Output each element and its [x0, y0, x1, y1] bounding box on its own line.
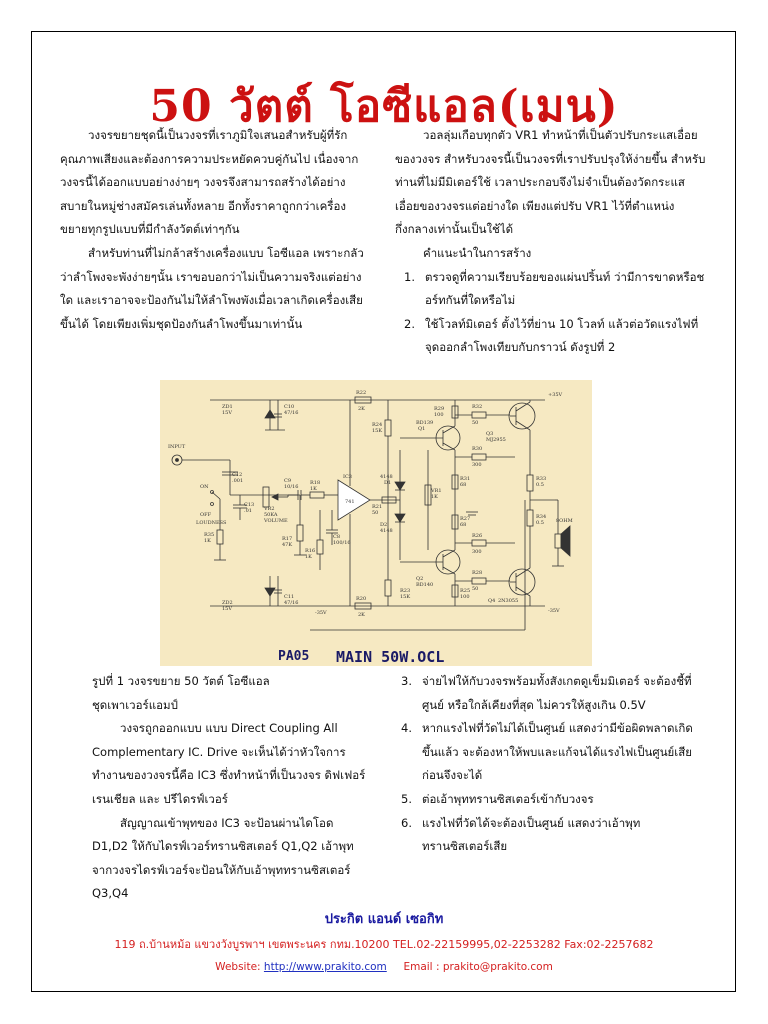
label-negative-supply-right: -35V — [548, 608, 560, 614]
label-r24-value: 15K — [372, 428, 383, 434]
label-r21-value: 50 — [372, 510, 379, 516]
list-item-number: 1 . — [395, 266, 415, 290]
label-q2: Q2 — [416, 576, 424, 582]
label-r23-value: 15K — [400, 594, 411, 600]
circuit-schematic — [160, 380, 592, 666]
label-c11-value: 47/16 — [284, 600, 299, 606]
list-item — [392, 717, 707, 788]
list-item — [392, 670, 707, 717]
list-item — [392, 788, 707, 812]
list-item-text: หากแรงไฟที่วัดไม่ได้เป็นศูนย์ แสดงว่ามีข้อผิดพลาดเกิดขึ้นแล้ว จะต้องหาให้พบและแก้จนได้แรงไฟเป็นศูนย์เสียก่อนจึงจะได้ — [422, 721, 693, 783]
board-name: MAIN 50W.OCL — [336, 648, 445, 666]
label-c8-value: 100/16 — [333, 540, 351, 546]
intro-paragraph-1: วงจรขยายชุดนี้เป็นวงจรที่เราภูมิใจเสนอสำหรับผู้ที่รักคุณภาพเสียงและต้องการความประหยัดควบคู่กันไป เนื่องจากวงจรนี้ได้ออกแบบอย่างง่ายๆ วงจรจึงสามารถสร้างได้อย่างสบายในหมู่ช่างสมัครเล่นทั้งหลาย อีกทั้งราคาถูกกว่าเครื่องขยายทุกรูปแบบที่มีกำลังวัตต์เท่าๆกัน — [60, 128, 359, 237]
label-r35: R35 — [204, 532, 215, 538]
label-zd2: ZD2 — [222, 600, 233, 606]
label-r27-value: 68 — [460, 522, 467, 528]
label-r26-value: 300 — [472, 549, 482, 555]
list-item-number: 5 . — [392, 788, 412, 812]
label-r21: R21 — [372, 504, 383, 510]
label-r22-value: 2K — [358, 406, 365, 412]
label-r31: R31 — [460, 476, 471, 482]
label-r16: R16 — [305, 548, 316, 554]
list-item-number: 3 . — [392, 670, 412, 694]
instructions-list-continued — [392, 670, 707, 859]
label-r18-value: 1K — [310, 486, 317, 492]
label-r32: R32 — [472, 404, 483, 410]
list-item — [395, 313, 707, 360]
label-r30: R30 — [472, 446, 483, 452]
instructions-heading: คำแนะนำในการสร้าง — [423, 245, 532, 260]
label-vr2-value: 50KA — [264, 512, 278, 518]
label-r32-value: 50 — [472, 420, 479, 426]
list-item-text: ต่อเอ้าพุททรานซิสเตอร์เข้ากับวงจร — [422, 791, 594, 806]
instructions-column — [395, 124, 707, 360]
label-off: OFF — [200, 512, 212, 518]
label-zd1-value: 15V — [222, 410, 232, 416]
label-r33-value: 0.5 — [536, 482, 544, 488]
description-paragraph-1: วงจรถูกออกแบบ แบบ Direct Coupling All Complementary IC. Drive จะเห็นได้ว่าหัวใจการทำงานของวงจรนี้คือ IC3 ซึ่งทำหน้าที่เป็นวงจร ดิฟเฟอร์เรนเชียล และ ปรีไดรฟ์เวอร์ — [92, 721, 366, 806]
label-on: ON — [200, 484, 209, 490]
figure-subcaption: ชุดเพาเวอร์แอมป์ — [92, 697, 178, 712]
label-r29: R29 — [434, 406, 445, 412]
label-input: INPUT — [168, 444, 186, 450]
label-vr1: VR1 — [431, 488, 442, 494]
label-q2-type: BD140 — [416, 582, 434, 588]
page-title: 50 วัตต์ โอซีแอล(เมน) — [149, 81, 619, 132]
footer-contact — [0, 961, 768, 973]
label-c9-value: 10/16 — [284, 484, 299, 490]
label-r20-value: 2K — [358, 612, 365, 618]
list-item — [395, 266, 707, 313]
label-positive-supply: +35V — [548, 392, 563, 398]
label-r24: R24 — [372, 422, 383, 428]
label-r23: R23 — [400, 588, 411, 594]
intro-column — [60, 124, 366, 336]
website-label: Website: — [215, 961, 261, 973]
label-r16-value: 1K — [305, 554, 312, 560]
label-r28: R28 — [472, 570, 483, 576]
description-paragraph-2: สัญญาณเข้าพุทของ IC3 จะป้อนผ่านไดโอด D1,D2 ให้กับไดรฟ์เวอร์ทรานซิสเตอร์ Q1,Q2 เอ้าพุทจากวงจรไดรฟ์เวอร์จะป้อนให้กับเอ้าพุททรานซิสเตอร์ Q3,Q4 — [92, 815, 354, 901]
label-c10-value: 47/16 — [284, 410, 299, 416]
list-item-number: 6 . — [392, 812, 412, 836]
list-item-number: 2 . — [395, 313, 415, 337]
label-loudness: LOUDNESS — [196, 520, 227, 526]
label-r35-value: 1K — [204, 538, 211, 544]
label-c8: C8 — [333, 534, 341, 540]
label-d2-type: 4148 — [380, 528, 393, 534]
label-r25: R25 — [460, 588, 471, 594]
label-q3-type: MJ2955 — [486, 437, 506, 443]
label-c11: C11 — [284, 594, 295, 600]
label-r17-value: 47K — [282, 542, 293, 548]
list-item-text: ใช้โวลท์มิเตอร์ ตั้งไว้ที่ย่าน 10 โวลท์ แล้วต่อวัดแรงไฟที่จุดออกลำโพงเทียบกับกราวน์ ดังรูปที่ 2 — [425, 316, 699, 355]
label-q4-type: 2N3055 — [498, 598, 519, 604]
label-d1-type: 4148 — [380, 474, 393, 480]
label-r33: R33 — [536, 476, 547, 482]
website-link[interactable]: http://www.prakito.com — [263, 961, 387, 973]
label-speaker: 8OHM — [556, 518, 573, 524]
label-r28-value: 50 — [472, 586, 479, 592]
label-r20: R20 — [356, 596, 367, 602]
label-zd2-value: 15V — [222, 606, 232, 612]
footer-company: ประกิต แอนด์ เซอกิท — [324, 912, 444, 927]
label-q1: Q1 — [418, 426, 426, 432]
label-r30-value: 300 — [472, 462, 482, 468]
description-column — [92, 670, 368, 906]
label-vr1-value: 1K — [431, 494, 438, 500]
label-r26: R26 — [472, 533, 483, 539]
label-r22: R22 — [356, 390, 367, 396]
instructions-list — [395, 266, 707, 360]
figure-caption: รูปที่ 1 วงจรขยาย 50 วัตต์ โอซีแอล — [92, 674, 270, 688]
label-vr2: VR2 — [264, 506, 275, 512]
label-c10: C10 — [284, 404, 295, 410]
instructions-continued-column — [392, 670, 707, 859]
label-r25-value: 100 — [460, 594, 470, 600]
list-item-text: ตรวจดูที่ความเรียบร้อยของแผ่นปริ้นท์ ว่ามีการขาดหรือชอร์ทกันที่ใดหรือไม่ — [425, 269, 705, 308]
label-r18: R18 — [310, 480, 321, 486]
intro-paragraph-2: สำหรับท่านที่ไม่กล้าสร้างเครื่องแบบ โอซีแอล เพราะกลัวว่าลำโพงจะพังง่ายๆนั้น เราขอบอกว่าไม่เป็นความจริงแต่อย่างใด และเราอาจจะป้องกันไม่ให้ลำโพงพังเมื่อเวลาเกิดเครื่องเสียขึ้นได้ โดยเพียงเพิ่มชุดป้องกันลำโพงขึ้นมาเท่านั้น — [60, 245, 364, 331]
email-text: Email : prakito@prakito.com — [403, 961, 553, 973]
label-r34: R34 — [536, 514, 547, 520]
label-ic3-type: 741 — [345, 499, 355, 505]
list-item — [392, 812, 707, 859]
label-ic3: IC3 — [343, 474, 352, 480]
label-r29-value: 100 — [434, 412, 444, 418]
label-d1: D1 — [384, 480, 392, 486]
label-q3: Q3 — [486, 431, 494, 437]
label-c13-value: .01 — [244, 508, 252, 514]
label-c13: C13 — [244, 502, 255, 508]
list-item-number: 4 . — [392, 717, 412, 741]
label-c12: C12 — [232, 472, 243, 478]
list-item-text: จ่ายไฟให้กับวงจรพร้อมทั้งสังเกตดูเข็มมิเตอร์ จะต้องชี้ที่ ศูนย์ หรือใกล้เคียงที่สุด ไม่ควรให้สูงเกิน 0.5V — [422, 674, 692, 712]
vr1-paragraph: วอลลุ่มเกือบทุกตัว VR1 ทำหน้าที่เป็นตัวปรับกระแสเอื่อยของวงจร สำหรับวงจรนี้เป็นวงจรที่เราปรับปรุงให้ง่ายขึ้น สำหรับท่านที่ไม่มีมิเตอร์ใช้ เวลาประกอบจึงไม่จำเป็นต้องวัดกระแสเอื่อยของวงจรแต่อย่างใด เพียงแต่ปรับ VR1 ไว้ที่ตำแหน่งกึ่งกลางเท่านั้นเป็นใช้ได้ — [395, 128, 706, 237]
label-r27: R27 — [460, 516, 471, 522]
board-code: PA05 — [278, 649, 310, 664]
label-zd1: ZD1 — [222, 404, 233, 410]
footer-address: 119 ถ.บ้านหม้อ แขวงวังบูรพาฯ เขตพระนคร กทม.10200 TEL.02-22159995,02-2253282 Fax:02-2257682 — [114, 938, 654, 951]
label-c9: C9 — [284, 478, 292, 484]
label-r31-value: 68 — [460, 482, 467, 488]
list-item-text: แรงไฟที่วัดได้จะต้องเป็นศูนย์ แสดงว่าเอ้าพุททรานซิสเตอร์เสีย — [422, 815, 641, 854]
label-r17: R17 — [282, 536, 293, 542]
label-volume: VOLUME — [264, 518, 288, 524]
schematic-drawing — [160, 380, 592, 666]
label-negative-supply-left: -35V — [315, 610, 327, 616]
label-c12-value: .001 — [232, 478, 244, 484]
label-d2: D2 — [380, 522, 388, 528]
label-q4: Q4 — [488, 598, 496, 604]
label-q1-type: BD139 — [416, 420, 434, 426]
label-r34-value: 0.5 — [536, 520, 544, 526]
